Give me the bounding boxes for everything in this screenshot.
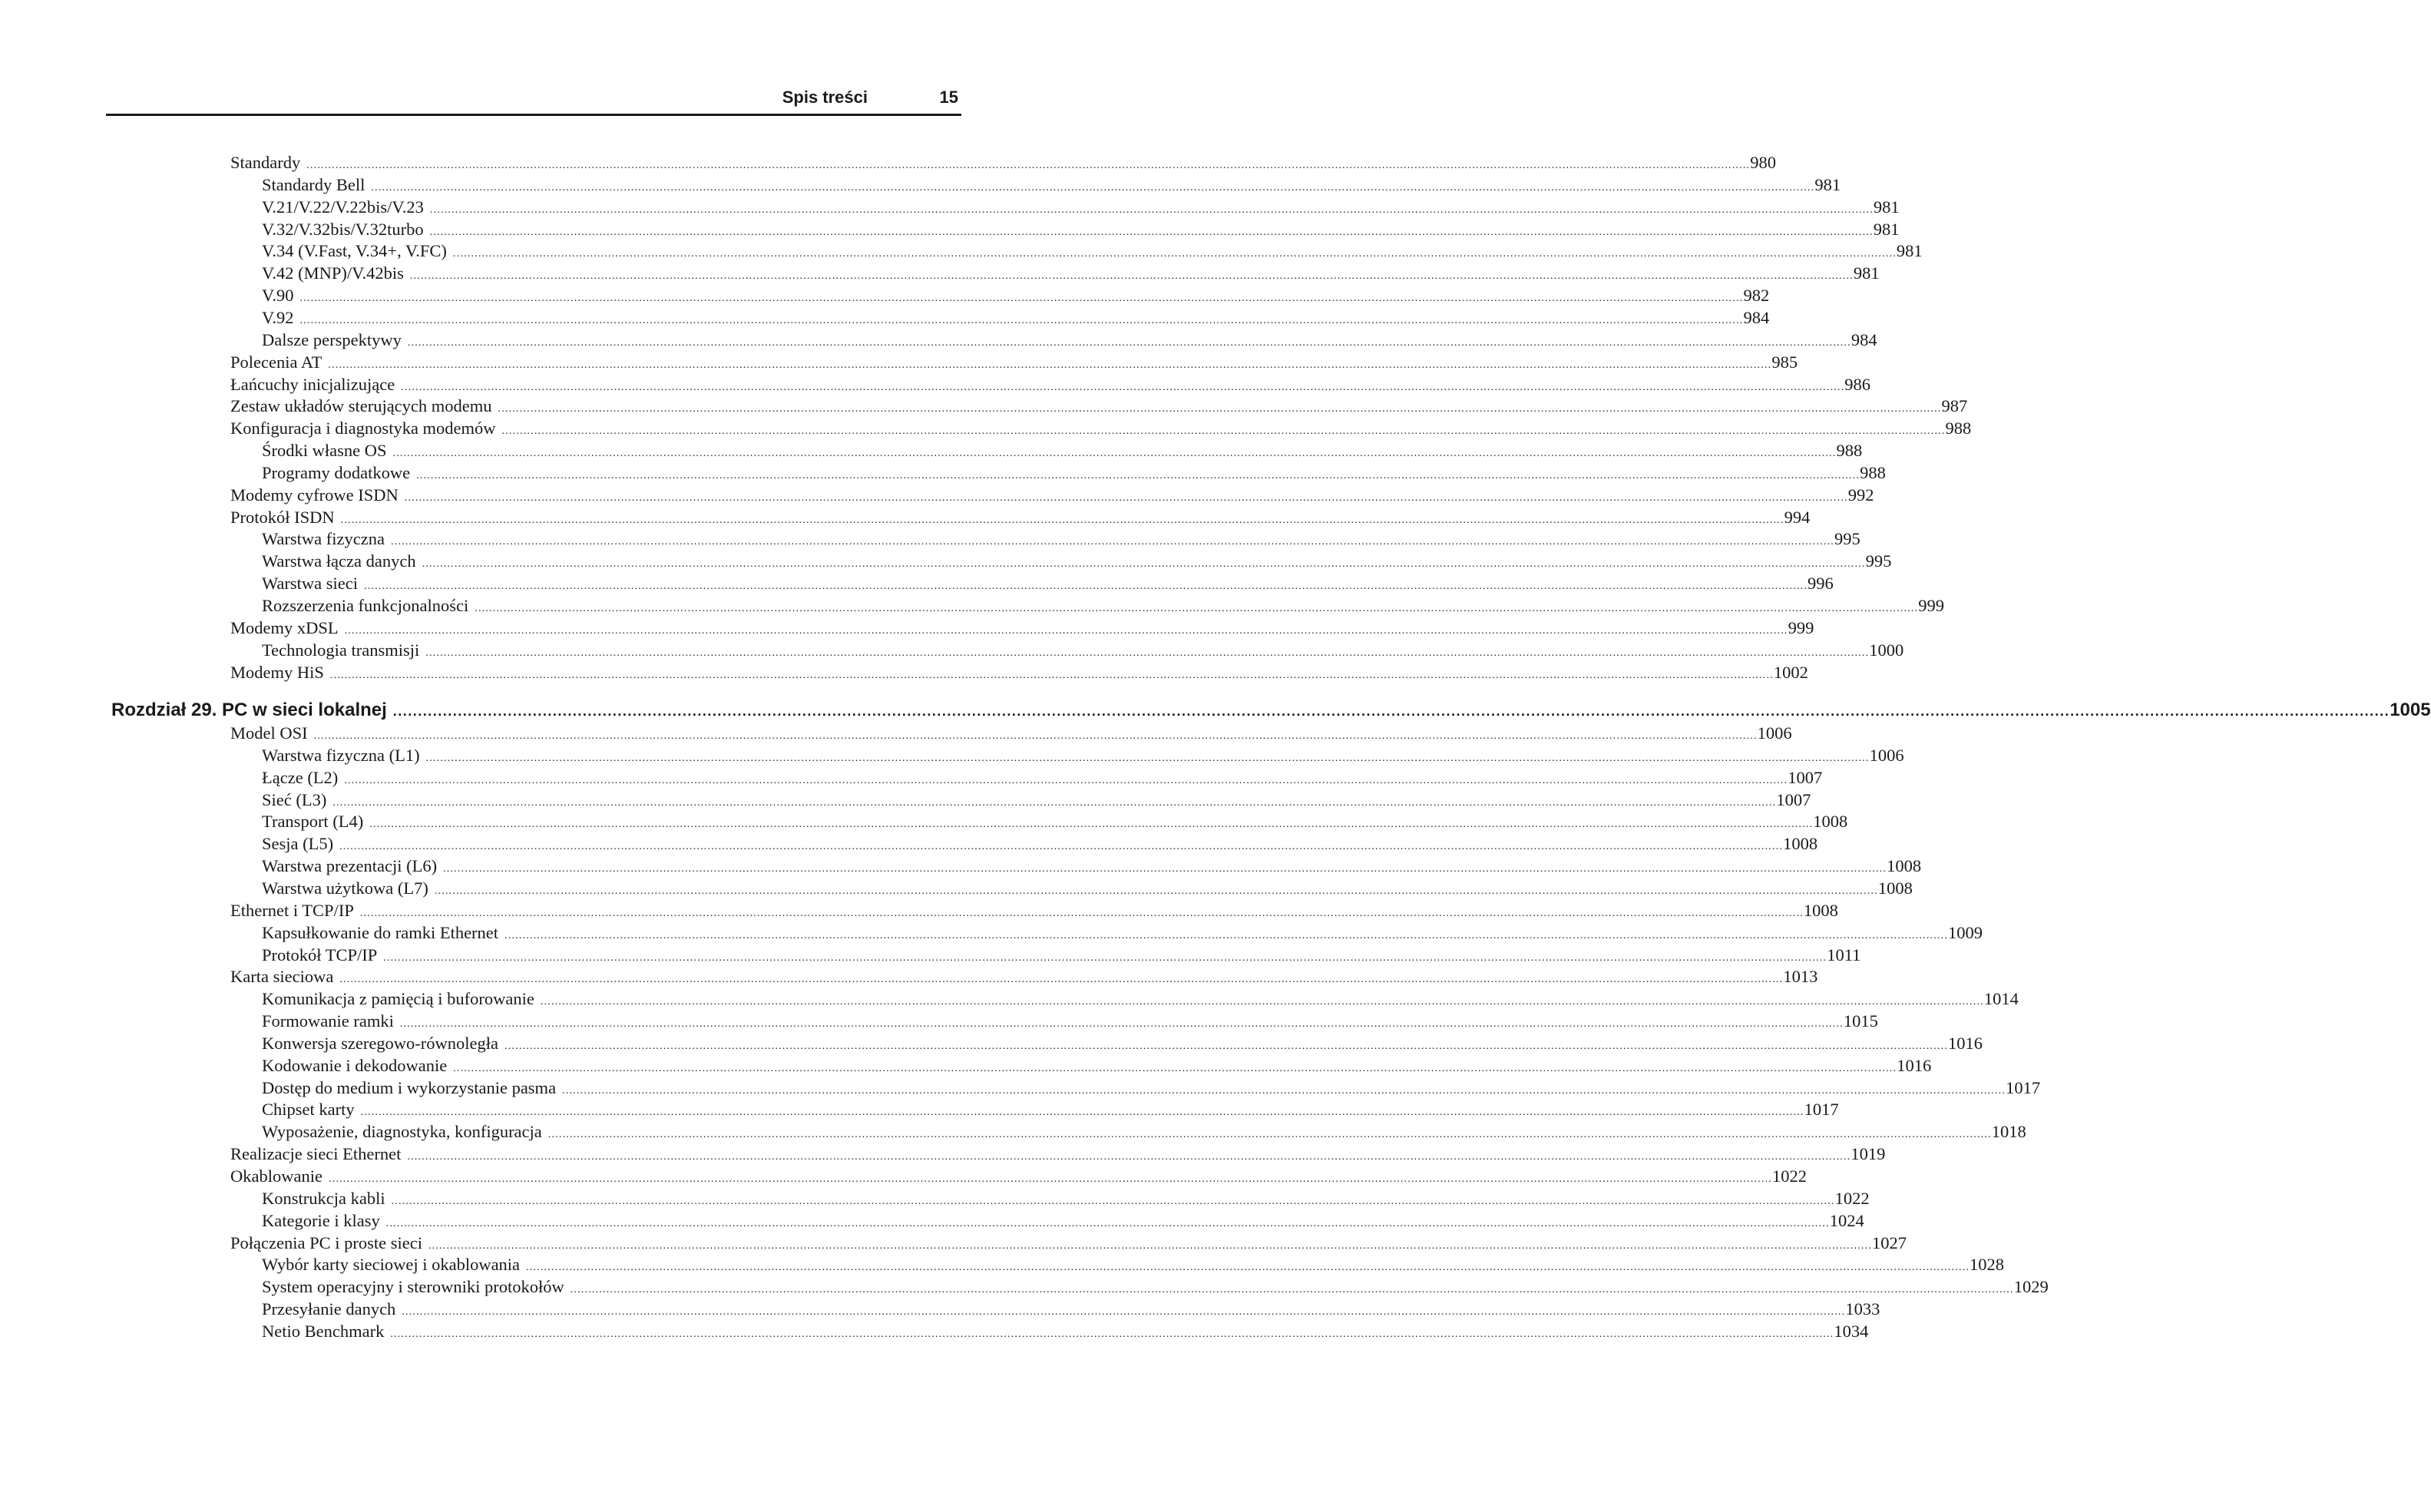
toc-entry-title: Model OSI	[230, 723, 308, 743]
toc-entry[interactable]	[262, 1077, 2041, 1099]
toc-entry-title: Technologia transmisji	[262, 640, 420, 660]
toc-leader-dots: ................................................................................................................................................................................................................................................................................................................................................................................................................	[344, 624, 1788, 637]
toc-leader-dots: ................................................................................................................................................................................................................................................................................................................................................................................................................	[504, 929, 1949, 941]
toc-entry[interactable]	[262, 639, 1904, 661]
toc-leader-dots: ................................................................................................................................................................................................................................................................................................................................................................................................................	[306, 160, 1751, 171]
toc-entry[interactable]	[262, 174, 1841, 196]
toc-entry-page: 1006	[1757, 723, 1792, 743]
toc-entry-page: 996	[1808, 574, 1834, 594]
toc-entry[interactable]	[262, 1253, 2005, 1275]
toc-entry[interactable]	[262, 196, 1900, 218]
toc-entry-title: Konstrukcja kabli	[262, 1188, 385, 1208]
toc-leader-dots: ................................................................................................................................................................................................................................................................................................................................................................................................................	[328, 1173, 1772, 1185]
toc-entry-title: V.34 (V.Fast, V.34+, V.FC)	[262, 241, 447, 261]
toc-entry[interactable]	[262, 550, 1892, 572]
toc-entry-page: 994	[1784, 507, 1811, 527]
toc-entry-page: 1008	[1803, 900, 1838, 920]
toc-entry-title: Okablowanie	[230, 1166, 322, 1186]
toc-entry-title: Warstwa użytkowa (L7)	[262, 878, 428, 898]
toc-entry-page: 982	[1743, 286, 1770, 306]
toc-entry-page: 1024	[1829, 1210, 1864, 1230]
toc-leader-dots: ................................................................................................................................................................................................................................................................................................................................................................................................................	[526, 1262, 1970, 1274]
toc-entry-title: Standardy	[230, 153, 301, 172]
toc-leader-dots: ................................................................................................................................................................................................................................................................................................................................................................................................................	[562, 1084, 2006, 1097]
toc-entry-title: Środki własne OS	[262, 441, 387, 461]
section-title: Spis treści	[782, 88, 868, 107]
toc-entry-title: Warstwa fizyczna	[262, 529, 385, 549]
toc-entry[interactable]	[262, 1298, 1880, 1320]
toc-entry[interactable]	[262, 329, 1877, 351]
running-header	[106, 84, 961, 116]
toc-entry-title: Konwersja szeregowo-równoległa	[262, 1033, 499, 1053]
toc-leader-dots: ................................................................................................................................................................................................................................................................................................................................................................................................................	[425, 752, 1870, 764]
toc-entry-page: 1002	[1773, 662, 1808, 682]
toc-entry-title: V.21/V.22/V.22bis/V.23	[262, 197, 424, 217]
toc-entry-page: 992	[1847, 485, 1874, 505]
toc-entry-title: Wybór karty sieciowej i okablowania	[262, 1255, 521, 1275]
toc-entry-title: Protokół TCP/IP	[262, 945, 378, 964]
toc-entry-page: 1022	[1834, 1188, 1870, 1208]
toc-entry-title: Rozdział 29. PC w sieci lokalnej	[111, 700, 387, 720]
toc-entry[interactable]	[262, 1275, 2049, 1298]
toc-entry[interactable]	[230, 506, 1811, 528]
toc-entry-page: 987	[1941, 396, 1968, 416]
toc-leader-dots: ................................................................................................................................................................................................................................................................................................................................................................................................................	[385, 1217, 1830, 1229]
toc-entry[interactable]	[262, 944, 1861, 966]
toc-entry[interactable]	[262, 877, 1913, 899]
toc-entry[interactable]	[262, 1187, 1870, 1209]
toc-entry[interactable]	[262, 528, 1860, 550]
toc-entry[interactable]	[230, 373, 1871, 395]
toc-entry[interactable]	[230, 617, 1814, 639]
toc-entry[interactable]	[262, 1320, 1869, 1342]
toc-entry-title: Protokół ISDN	[230, 507, 335, 527]
toc-entry-page: 1007	[1776, 789, 1811, 809]
toc-entry-page: 981	[1814, 174, 1841, 194]
toc-leader-dots: ................................................................................................................................................................................................................................................................................................................................................................................................................	[422, 558, 1866, 571]
toc-leader-dots: ................................................................................................................................................................................................................................................................................................................................................................................................................	[428, 1239, 1872, 1252]
toc-entry-page: 981	[1853, 263, 1880, 283]
toc-entry[interactable]	[230, 484, 1874, 506]
toc-leader-dots: ................................................................................................................................................................................................................................................................................................................................................................................................................	[399, 1018, 1844, 1031]
toc-entry[interactable]	[262, 921, 1983, 944]
toc-entry[interactable]	[262, 789, 1811, 811]
toc-entry-page: 1028	[1970, 1255, 2005, 1275]
toc-leader-dots: ................................................................................................................................................................................................................................................................................................................................................................................................................	[407, 1151, 1851, 1163]
toc-leader-dots: ................................................................................................................................................................................................................................................................................................................................................................................................................	[453, 1062, 1897, 1074]
toc-entry[interactable]	[262, 832, 1818, 855]
toc-leader-dots: ................................................................................................................................................................................................................................................................................................................................................................................................................	[392, 703, 2390, 719]
toc-leader-dots: ................................................................................................................................................................................................................................................................................................................................................................................................................	[390, 1328, 1834, 1340]
toc-entry-page: 1018	[1991, 1122, 2026, 1142]
toc-entry-page: 985	[1771, 352, 1798, 372]
toc-entry-title: Modemy HiS	[230, 662, 324, 682]
toc-entry-page: 988	[1836, 441, 1863, 461]
toc-leader-dots: ................................................................................................................................................................................................................................................................................................................................................................................................................	[429, 203, 1874, 216]
toc-entry-title: Polecenia AT	[230, 352, 322, 372]
toc-entry-page: 1005	[2390, 700, 2431, 720]
toc-leader-dots: ................................................................................................................................................................................................................................................................................................................................................................................................................	[425, 647, 1870, 659]
toc-chapter-entry[interactable]	[111, 697, 2431, 723]
toc-leader-dots: ................................................................................................................................................................................................................................................................................................................................................................................................................	[429, 226, 1874, 238]
toc-entry-title: V.90	[262, 286, 294, 306]
toc-entry-title: Modemy xDSL	[230, 617, 339, 637]
toc-entry-page: 1014	[1983, 989, 2019, 1009]
toc-entry[interactable]	[230, 1143, 1886, 1165]
toc-entry[interactable]	[262, 1054, 1932, 1077]
toc-entry-page: 1008	[1877, 878, 1913, 898]
toc-leader-dots: ................................................................................................................................................................................................................................................................................................................................................................................................................	[501, 425, 1946, 438]
page-number: 15	[939, 88, 958, 107]
toc-entry[interactable]	[262, 462, 1886, 484]
toc-entry[interactable]	[262, 810, 1848, 832]
toc-leader-dots: ................................................................................................................................................................................................................................................................................................................................................................................................................	[369, 819, 1814, 831]
toc-leader-dots: ................................................................................................................................................................................................................................................................................................................................................................................................................	[390, 536, 1834, 548]
toc-leader-dots: ................................................................................................................................................................................................................................................................................................................................................................................................................	[371, 181, 1815, 194]
toc-leader-dots: ................................................................................................................................................................................................................................................................................................................................................................................................................	[434, 885, 1878, 897]
toc-entry-page: 1008	[1783, 834, 1818, 854]
toc-entry[interactable]	[262, 1098, 1839, 1120]
toc-entry-title: Modemy cyfrowe ISDN	[230, 485, 399, 505]
toc-leader-dots: ................................................................................................................................................................................................................................................................................................................................................................................................................	[452, 248, 1897, 260]
toc-leader-dots: ................................................................................................................................................................................................................................................................................................................................................................................................................	[392, 448, 1837, 460]
toc-entry-title: Chipset karty	[262, 1100, 355, 1120]
toc-entry-title: Karta sieciowa	[230, 967, 334, 987]
toc-leader-dots: ................................................................................................................................................................................................................................................................................................................................................................................................................	[313, 730, 1758, 742]
toc-leader-dots: ................................................................................................................................................................................................................................................................................................................................................................................................................	[383, 951, 1827, 964]
toc-entry[interactable]	[230, 899, 1838, 921]
toc-entry[interactable]	[262, 744, 1904, 766]
toc-entry-title: Warstwa prezentacji (L6)	[262, 856, 438, 876]
toc-entry-page: 1017	[2006, 1077, 2041, 1097]
toc-entry-title: Komunikacja z pamięcią i buforowanie	[262, 989, 534, 1009]
toc-entry-page: 986	[1844, 374, 1871, 394]
toc-entry-title: Netio Benchmark	[262, 1321, 385, 1341]
toc-leader-dots: ................................................................................................................................................................................................................................................................................................................................................................................................................	[340, 514, 1784, 526]
toc-entry-title: Wyposażenie, diagnostyka, konfiguracja	[262, 1122, 542, 1142]
toc-entry-page: 995	[1834, 529, 1860, 549]
toc-entry-page: 1016	[1897, 1055, 1932, 1075]
toc-entry[interactable]	[230, 965, 1818, 988]
toc-entry-title: Sieć (L3)	[262, 789, 327, 809]
toc-entry[interactable]	[230, 417, 1972, 439]
toc-entry-title: V.32/V.32bis/V.32turbo	[262, 219, 424, 239]
toc-leader-dots: ................................................................................................................................................................................................................................................................................................................................................................................................................	[344, 774, 1788, 786]
toc-leader-dots: ................................................................................................................................................................................................................................................................................................................................................................................................................	[401, 381, 1845, 393]
toc-entry-page: 1015	[1843, 1011, 1878, 1031]
toc-entry-title: Ethernet i TCP/IP	[230, 900, 354, 920]
toc-leader-dots: ................................................................................................................................................................................................................................................................................................................................................................................................................	[360, 1107, 1804, 1119]
toc-entry[interactable]	[230, 661, 1808, 683]
toc-entry-title: Łącze (L2)	[262, 767, 339, 787]
toc-entry-title: Rozszerzenia funkcjonalności	[262, 596, 469, 615]
toc-leader-dots: ................................................................................................................................................................................................................................................................................................................................................................................................................	[475, 603, 1919, 614]
toc-entry-page: 1016	[1948, 1033, 1983, 1053]
toc-entry-title: V.42 (MNP)/V.42bis	[262, 263, 404, 283]
toc-entry-page: 1019	[1851, 1144, 1886, 1164]
toc-leader-dots: ................................................................................................................................................................................................................................................................................................................................................................................................................	[299, 293, 1744, 305]
toc-entry-title: Przesyłanie danych	[262, 1299, 396, 1319]
toc-entry-page: 1017	[1804, 1100, 1839, 1120]
toc-leader-dots: ................................................................................................................................................................................................................................................................................................................................................................................................................	[359, 907, 1804, 919]
toc-entry[interactable]	[262, 1120, 2026, 1143]
toc-entry[interactable]	[262, 1032, 1983, 1054]
toc-entry[interactable]	[230, 1165, 1807, 1187]
toc-entry-title: V.92	[262, 307, 294, 327]
toc-leader-dots: ................................................................................................................................................................................................................................................................................................................................................................................................................	[339, 841, 1784, 853]
toc-entry[interactable]	[262, 594, 1945, 617]
toc-entry-page: 1008	[1887, 856, 1922, 876]
toc-entry-title: Transport (L4)	[262, 812, 364, 832]
toc-entry-title: Kategorie i klasy	[262, 1210, 380, 1230]
toc-entry[interactable]	[262, 240, 1923, 262]
toc-entry[interactable]	[262, 218, 1900, 240]
toc-entry[interactable]	[262, 1010, 1878, 1032]
toc-entry[interactable]	[262, 262, 1880, 284]
toc-entry-page: 981	[1873, 219, 1900, 239]
toc-entry-title: Dalsze perspektywy	[262, 329, 402, 349]
toc-entry-page: 995	[1865, 551, 1892, 571]
toc-leader-dots: ................................................................................................................................................................................................................................................................................................................................................................................................................	[570, 1284, 2014, 1296]
toc-entry-page: 988	[1945, 419, 1972, 438]
toc-leader-dots: ................................................................................................................................................................................................................................................................................................................................................................................................................	[329, 669, 1774, 681]
toc-entry-page: 999	[1788, 617, 1814, 637]
toc-entry-page: 980	[1750, 153, 1776, 172]
toc-entry-title: Standardy Bell	[262, 174, 365, 194]
toc-entry-title: Sesja (L5)	[262, 834, 334, 854]
toc-entry[interactable]	[262, 766, 1823, 789]
toc-entry-page: 1034	[1834, 1321, 1869, 1341]
toc-leader-dots: ................................................................................................................................................................................................................................................................................................................................................................................................................	[402, 1306, 1846, 1318]
toc-entry-title: Programy dodatkowe	[262, 462, 411, 482]
toc-entry-title: Formowanie ramki	[262, 1011, 394, 1031]
toc-entry-page: 1000	[1869, 640, 1904, 660]
toc-entry-title: Połączenia PC i proste sieci	[230, 1232, 422, 1252]
toc-leader-dots: ................................................................................................................................................................................................................................................................................................................................................................................................................	[416, 469, 1860, 481]
toc-entry-title: Kodowanie i dekodowanie	[262, 1055, 448, 1075]
toc-leader-dots: ................................................................................................................................................................................................................................................................................................................................................................................................................	[339, 974, 1784, 986]
toc-entry-page: 1008	[1813, 812, 1848, 832]
toc-entry-page: 1029	[2013, 1277, 2049, 1297]
toc-entry-title: Kapsułkowanie do ramki Ethernet	[262, 922, 499, 942]
toc-entry[interactable]	[262, 284, 1770, 306]
toc-entry-page: 1007	[1788, 767, 1823, 787]
toc-leader-dots: ................................................................................................................................................................................................................................................................................................................................................................................................................	[498, 403, 1942, 415]
toc-entry-page: 1033	[1845, 1299, 1880, 1319]
toc-entry-page: 999	[1918, 596, 1945, 615]
toc-entry[interactable]	[262, 988, 2019, 1010]
toc-entry-title: Warstwa sieci	[262, 574, 359, 594]
toc-entry-title: Łańcuchy inicjalizujące	[230, 374, 395, 394]
toc-entry-page: 988	[1860, 462, 1886, 482]
toc-entry-page: 1022	[1771, 1166, 1807, 1186]
toc-entry[interactable]	[262, 572, 1834, 594]
toc-entry-title: Konfiguracja i diagnostyka modemów	[230, 419, 496, 438]
toc-leader-dots: ................................................................................................................................................................................................................................................................................................................................................................................................................	[332, 796, 1777, 809]
toc-entry-title: Dostęp do medium i wykorzystanie pasma	[262, 1077, 557, 1097]
toc-leader-dots: ................................................................................................................................................................................................................................................................................................................................................................................................................	[443, 863, 1887, 875]
toc-entry-title: Warstwa fizyczna (L1)	[262, 745, 420, 765]
toc-leader-dots: ................................................................................................................................................................................................................................................................................................................................................................................................................	[364, 581, 1808, 593]
toc-leader-dots: ................................................................................................................................................................................................................................................................................................................................................................................................................	[328, 359, 1772, 371]
toc-entry-page: 981	[1873, 197, 1900, 217]
toc-entry[interactable]	[230, 351, 1798, 373]
toc-entry[interactable]	[262, 306, 1770, 329]
toc-entry[interactable]	[230, 1232, 1907, 1254]
toc-leader-dots: ................................................................................................................................................................................................................................................................................................................................................................................................................	[391, 1195, 1835, 1207]
toc-entry-title: Zestaw układów sterujących modemu	[230, 396, 492, 416]
toc-entry[interactable]	[262, 439, 1863, 462]
toc-leader-dots: ................................................................................................................................................................................................................................................................................................................................................................................................................	[547, 1129, 1992, 1141]
toc-entry-page: 981	[1896, 241, 1923, 261]
toc-leader-dots: ................................................................................................................................................................................................................................................................................................................................................................................................................	[407, 336, 1851, 349]
toc-entry-title: Warstwa łącza danych	[262, 551, 416, 571]
toc-leader-dots: ................................................................................................................................................................................................................................................................................................................................................................................................................	[540, 996, 1984, 1008]
toc-entry[interactable]	[230, 151, 1776, 174]
toc-entry-page: 1013	[1783, 967, 1818, 987]
toc-entry-title: System operacyjny i sterowniki protokołów	[262, 1277, 564, 1297]
toc-entry[interactable]	[230, 722, 1792, 744]
toc-entry[interactable]	[262, 855, 1922, 877]
toc-entry-page: 1011	[1827, 945, 1861, 964]
toc-entry-page: 1009	[1948, 922, 1983, 942]
toc-entry-page: 1006	[1869, 745, 1904, 765]
toc-leader-dots: ................................................................................................................................................................................................................................................................................................................................................................................................................	[404, 491, 1848, 504]
toc-entry-page: 1027	[1871, 1232, 1907, 1252]
toc-entry-title: Realizacje sieci Ethernet	[230, 1144, 402, 1164]
toc-leader-dots: ................................................................................................................................................................................................................................................................................................................................................................................................................	[504, 1040, 1949, 1052]
toc-leader-dots: ................................................................................................................................................................................................................................................................................................................................................................................................................	[409, 270, 1854, 283]
toc-entry[interactable]	[230, 395, 1968, 417]
toc-leader-dots: ................................................................................................................................................................................................................................................................................................................................................................................................................	[299, 314, 1744, 326]
toc-entry-page: 984	[1743, 307, 1770, 327]
toc-entry-page: 984	[1851, 329, 1877, 349]
toc-entry[interactable]	[262, 1209, 1864, 1232]
